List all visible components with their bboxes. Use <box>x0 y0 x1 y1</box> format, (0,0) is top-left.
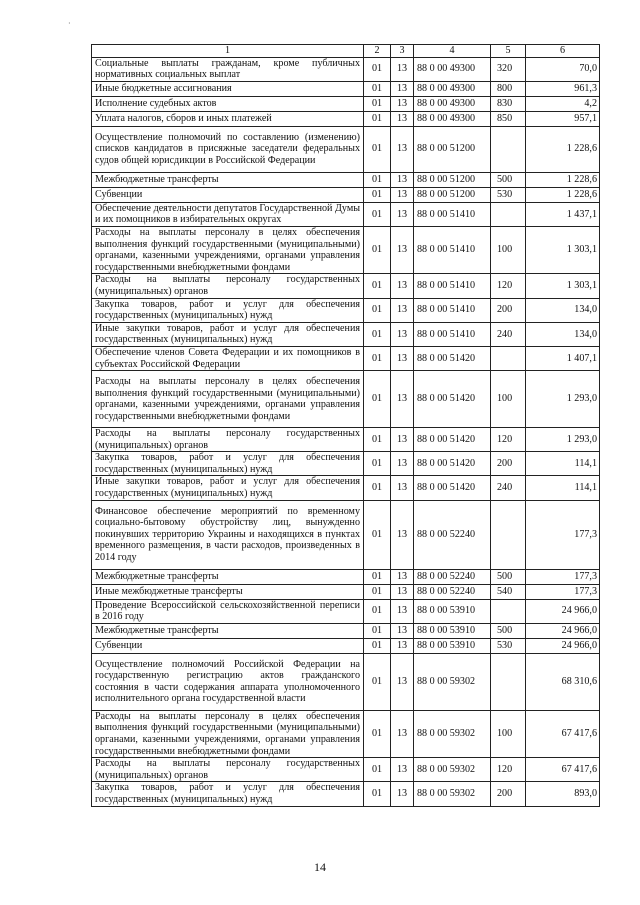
row-target-article: 88 0 00 59302 <box>414 758 491 782</box>
row-subsection: 13 <box>391 758 414 782</box>
row-amount: 1 407,1 <box>526 346 600 370</box>
row-expense-type: 200 <box>491 452 526 476</box>
row-subsection: 13 <box>391 172 414 187</box>
row-expense-type <box>491 126 526 172</box>
row-amount: 961,3 <box>526 81 600 96</box>
header-col-5: 5 <box>491 45 526 58</box>
row-expense-type: 500 <box>491 623 526 638</box>
row-name: Иные закупки товаров, работ и услуг для обеспечения государственных (муниципальных) нужд <box>92 476 364 500</box>
row-name: Расходы на выплаты персоналу в целях обеспечения выполнения функций государственными (муниципальными) органами, казенными учреждениями, органами управления государственными внебюджетными фондами <box>92 226 364 273</box>
row-expense-type: 500 <box>491 172 526 187</box>
row-amount: 24 966,0 <box>526 599 600 623</box>
row-subsection: 13 <box>391 638 414 653</box>
row-expense-type <box>491 202 526 226</box>
row-expense-type: 530 <box>491 638 526 653</box>
row-section: 01 <box>364 638 391 653</box>
row-subsection: 13 <box>391 584 414 599</box>
row-name: Закупка товаров, работ и услуг для обеспечения государственных (муниципальных) нужд <box>92 452 364 476</box>
table-row <box>92 500 600 569</box>
table-row <box>92 371 600 428</box>
row-target-article: 88 0 00 51420 <box>414 346 491 370</box>
row-target-article: 88 0 00 53910 <box>414 623 491 638</box>
row-amount: 1 228,6 <box>526 172 600 187</box>
row-target-article: 88 0 00 51200 <box>414 172 491 187</box>
row-name: Осуществление полномочий Российской Федерации на государственную регистрацию актов гражданского состояния в части содержания аппарата уполномоченного исполнительного органа государственной власти <box>92 653 364 710</box>
table-row <box>92 638 600 653</box>
row-section: 01 <box>364 623 391 638</box>
table-row <box>92 81 600 96</box>
row-section: 01 <box>364 187 391 202</box>
row-amount: 1 228,6 <box>526 126 600 172</box>
row-amount: 67 417,6 <box>526 758 600 782</box>
row-subsection: 13 <box>391 187 414 202</box>
row-section: 01 <box>364 500 391 569</box>
row-name: Субвенции <box>92 638 364 653</box>
row-subsection: 13 <box>391 274 414 298</box>
row-name: Расходы на выплаты персоналу государственных (муниципальных) органов <box>92 274 364 298</box>
row-expense-type: 530 <box>491 187 526 202</box>
row-subsection: 13 <box>391 782 414 806</box>
row-name: Проведение Всероссийской сельскохозяйственной переписи в 2016 году <box>92 599 364 623</box>
row-target-article: 88 0 00 51420 <box>414 476 491 500</box>
row-expense-type: 200 <box>491 782 526 806</box>
row-section: 01 <box>364 599 391 623</box>
row-amount: 134,0 <box>526 322 600 346</box>
row-name: Закупка товаров, работ и услуг для обеспечения государственных (муниципальных) нужд <box>92 782 364 806</box>
row-expense-type: 800 <box>491 81 526 96</box>
row-name: Расходы на выплаты персоналу в целях обеспечения выполнения функций государственными (муниципальными) органами, казенными учреждениями, органами управления государственными внебюджетными фондами <box>92 371 364 428</box>
table-row <box>92 584 600 599</box>
row-name: Обеспечение членов Совета Федерации и их помощников в субъектах Российской Федерации <box>92 346 364 370</box>
row-section: 01 <box>364 653 391 710</box>
table-row <box>92 476 600 500</box>
row-expense-type <box>491 500 526 569</box>
row-target-article: 88 0 00 51200 <box>414 126 491 172</box>
row-expense-type: 120 <box>491 428 526 452</box>
row-amount: 1 228,6 <box>526 187 600 202</box>
row-amount: 24 966,0 <box>526 638 600 653</box>
row-expense-type: 240 <box>491 322 526 346</box>
row-target-article: 88 0 00 51420 <box>414 371 491 428</box>
row-section: 01 <box>364 172 391 187</box>
row-subsection: 13 <box>391 500 414 569</box>
row-subsection: 13 <box>391 226 414 273</box>
row-target-article: 88 0 00 51200 <box>414 187 491 202</box>
table-row <box>92 172 600 187</box>
row-expense-type: 850 <box>491 111 526 126</box>
row-name: Иные закупки товаров, работ и услуг для обеспечения государственных (муниципальных) нужд <box>92 322 364 346</box>
row-subsection: 13 <box>391 298 414 322</box>
row-amount: 1 303,1 <box>526 226 600 273</box>
row-section: 01 <box>364 322 391 346</box>
row-amount: 1 303,1 <box>526 274 600 298</box>
row-target-article: 88 0 00 49300 <box>414 57 491 81</box>
row-expense-type: 100 <box>491 710 526 757</box>
row-section: 01 <box>364 57 391 81</box>
row-name: Социальные выплаты гражданам, кроме публичных нормативных социальных выплат <box>92 57 364 81</box>
row-subsection: 13 <box>391 111 414 126</box>
table-row <box>92 298 600 322</box>
row-section: 01 <box>364 126 391 172</box>
row-target-article: 88 0 00 59302 <box>414 653 491 710</box>
row-target-article: 88 0 00 49300 <box>414 111 491 126</box>
row-name: Уплата налогов, сборов и иных платежей <box>92 111 364 126</box>
row-expense-type: 320 <box>491 57 526 81</box>
row-name: Обеспечение деятельности депутатов Государственной Думы и их помощников в избирательных округах <box>92 202 364 226</box>
row-expense-type: 100 <box>491 371 526 428</box>
row-section: 01 <box>364 710 391 757</box>
row-section: 01 <box>364 346 391 370</box>
budget-table-body <box>92 45 600 807</box>
row-subsection: 13 <box>391 81 414 96</box>
row-expense-type: 120 <box>491 758 526 782</box>
table-row <box>92 710 600 757</box>
row-subsection: 13 <box>391 653 414 710</box>
row-name: Осуществление полномочий по составлению (изменению) списков кандидатов в присяжные заседатели федеральных судов общей юрисдикции в Российской Федерации <box>92 126 364 172</box>
row-subsection: 13 <box>391 476 414 500</box>
table-header-row <box>92 45 600 58</box>
row-expense-type: 830 <box>491 96 526 111</box>
row-expense-type: 120 <box>491 274 526 298</box>
table-row <box>92 322 600 346</box>
row-amount: 4,2 <box>526 96 600 111</box>
row-expense-type: 100 <box>491 226 526 273</box>
table-row <box>92 758 600 782</box>
row-amount: 24 966,0 <box>526 623 600 638</box>
table-row <box>92 226 600 273</box>
row-amount: 177,3 <box>526 584 600 599</box>
row-amount: 893,0 <box>526 782 600 806</box>
row-section: 01 <box>364 298 391 322</box>
row-subsection: 13 <box>391 202 414 226</box>
row-amount: 177,3 <box>526 569 600 584</box>
row-name: Исполнение судебных актов <box>92 96 364 111</box>
row-subsection: 13 <box>391 452 414 476</box>
header-col-2: 2 <box>364 45 391 58</box>
row-subsection: 13 <box>391 428 414 452</box>
row-subsection: 13 <box>391 710 414 757</box>
row-amount: 1 437,1 <box>526 202 600 226</box>
table-row <box>92 57 600 81</box>
row-target-article: 88 0 00 49300 <box>414 96 491 111</box>
row-section: 01 <box>364 584 391 599</box>
row-section: 01 <box>364 111 391 126</box>
row-name: Финансовое обеспечение мероприятий по временному социально-бытовому обустройству лиц, вынужденно покинувших территорию Украины и находящихся в пунктах временного размещения, в части расходов, произведенных в 2014 году <box>92 500 364 569</box>
row-section: 01 <box>364 452 391 476</box>
row-subsection: 13 <box>391 96 414 111</box>
row-name: Иные межбюджетные трансферты <box>92 584 364 599</box>
row-section: 01 <box>364 202 391 226</box>
row-subsection: 13 <box>391 126 414 172</box>
row-amount: 177,3 <box>526 500 600 569</box>
row-target-article: 88 0 00 51410 <box>414 322 491 346</box>
row-target-article: 88 0 00 51410 <box>414 274 491 298</box>
table-row <box>92 623 600 638</box>
table-row <box>92 274 600 298</box>
row-target-article: 88 0 00 51420 <box>414 452 491 476</box>
row-subsection: 13 <box>391 599 414 623</box>
row-name: Расходы на выплаты персоналу государственных (муниципальных) органов <box>92 428 364 452</box>
table-row <box>92 782 600 806</box>
row-name: Субвенции <box>92 187 364 202</box>
row-expense-type <box>491 653 526 710</box>
row-section: 01 <box>364 758 391 782</box>
row-target-article: 88 0 00 53910 <box>414 638 491 653</box>
row-target-article: 88 0 00 52240 <box>414 569 491 584</box>
header-col-1: 1 <box>92 45 364 58</box>
row-expense-type: 500 <box>491 569 526 584</box>
table-row <box>92 452 600 476</box>
table-row <box>92 346 600 370</box>
row-name: Расходы на выплаты персоналу в целях обеспечения выполнения функций государственными (муниципальными) органами, казенными учреждениями, органами управления государственными внебюджетными фондами <box>92 710 364 757</box>
row-amount: 114,1 <box>526 476 600 500</box>
row-target-article: 88 0 00 52240 <box>414 584 491 599</box>
row-section: 01 <box>364 274 391 298</box>
row-subsection: 13 <box>391 371 414 428</box>
row-target-article: 88 0 00 49300 <box>414 81 491 96</box>
row-amount: 68 310,6 <box>526 653 600 710</box>
table-row <box>92 202 600 226</box>
row-section: 01 <box>364 81 391 96</box>
row-section: 01 <box>364 226 391 273</box>
header-col-4: 4 <box>414 45 491 58</box>
header-col-3: 3 <box>391 45 414 58</box>
row-subsection: 13 <box>391 569 414 584</box>
table-row <box>92 653 600 710</box>
row-subsection: 13 <box>391 346 414 370</box>
table-row <box>92 428 600 452</box>
row-amount: 114,1 <box>526 452 600 476</box>
row-subsection: 13 <box>391 322 414 346</box>
table-row <box>92 599 600 623</box>
row-subsection: 13 <box>391 57 414 81</box>
row-name: Закупка товаров, работ и услуг для обеспечения государственных (муниципальных) нужд <box>92 298 364 322</box>
row-amount: 957,1 <box>526 111 600 126</box>
row-name: Иные бюджетные ассигнования <box>92 81 364 96</box>
row-section: 01 <box>364 371 391 428</box>
row-name: Межбюджетные трансферты <box>92 623 364 638</box>
row-expense-type: 240 <box>491 476 526 500</box>
row-target-article: 88 0 00 53910 <box>414 599 491 623</box>
row-section: 01 <box>364 428 391 452</box>
row-target-article: 88 0 00 51410 <box>414 226 491 273</box>
header-col-6: 6 <box>526 45 600 58</box>
row-section: 01 <box>364 476 391 500</box>
row-amount: 1 293,0 <box>526 428 600 452</box>
row-subsection: 13 <box>391 623 414 638</box>
row-expense-type <box>491 599 526 623</box>
table-row <box>92 187 600 202</box>
table-row <box>92 126 600 172</box>
row-amount: 1 293,0 <box>526 371 600 428</box>
budget-table <box>91 44 600 807</box>
row-name: Межбюджетные трансферты <box>92 172 364 187</box>
row-section: 01 <box>364 96 391 111</box>
row-target-article: 88 0 00 51410 <box>414 298 491 322</box>
row-target-article: 88 0 00 51420 <box>414 428 491 452</box>
row-name: Расходы на выплаты персоналу государственных (муниципальных) органов <box>92 758 364 782</box>
row-section: 01 <box>364 782 391 806</box>
table-row <box>92 111 600 126</box>
row-amount: 70,0 <box>526 57 600 81</box>
row-amount: 134,0 <box>526 298 600 322</box>
row-target-article: 88 0 00 59302 <box>414 782 491 806</box>
row-expense-type: 200 <box>491 298 526 322</box>
row-section: 01 <box>364 569 391 584</box>
row-expense-type <box>491 346 526 370</box>
page-number: 14 <box>314 860 326 874</box>
table-row <box>92 569 600 584</box>
row-target-article: 88 0 00 59302 <box>414 710 491 757</box>
row-target-article: 88 0 00 52240 <box>414 500 491 569</box>
row-expense-type: 540 <box>491 584 526 599</box>
scan-mark: · <box>68 19 71 28</box>
row-target-article: 88 0 00 51410 <box>414 202 491 226</box>
row-name: Межбюджетные трансферты <box>92 569 364 584</box>
table-row <box>92 96 600 111</box>
row-amount: 67 417,6 <box>526 710 600 757</box>
